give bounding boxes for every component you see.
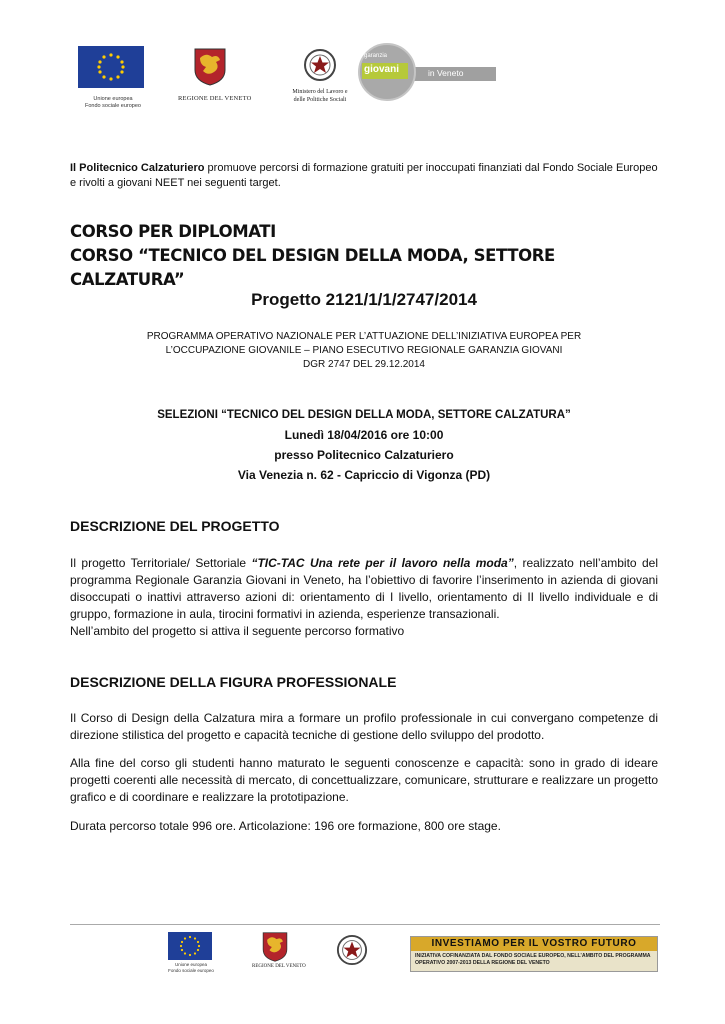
intro-paragraph	[70, 161, 658, 191]
program-line3: DGR 2747 DEL 29.12.2014	[303, 359, 425, 370]
selection-info	[70, 405, 658, 485]
eu-flag-logo	[78, 46, 144, 109]
garanzia-region-text: in Veneto	[428, 68, 464, 78]
figura-paragraph-1: Il Corso di Design della Calzatura mira a formare un profilo professionale in cui convergano competenze di direzione stilistica del progetto e capacità tecniche di gestione dello sviluppo del prodotto.	[70, 711, 658, 742]
banner-title: INVESTIAMO PER IL VOSTRO FUTURO	[431, 938, 637, 949]
course-title	[70, 220, 658, 292]
ministero-caption: Ministero del Lavoro e delle Politiche Sociali	[292, 89, 348, 103]
footer-veneto-caption: REGIONE DEL VENETO	[252, 964, 306, 969]
desc-project-name: “TIC-TAC Una rete per il lavoro nella moda”	[251, 556, 514, 570]
title-line2: CORSO “TECNICO DEL DESIGN DELLA MODA, SETTORE CALZATURA”	[70, 246, 555, 289]
regione-veneto-logo	[178, 48, 258, 102]
ministero-logo	[280, 48, 360, 104]
title-line1: CORSO PER DIPLOMATI	[70, 222, 276, 241]
program-description	[70, 330, 658, 372]
program-line2: L’OCCUPAZIONE GIOVANILE – PIANO ESECUTIVO REGIONALE GARANZIA GIOVANI	[165, 345, 563, 356]
desc-last: Nell’ambito del progetto si attiva il seguente percorso formativo	[70, 624, 405, 638]
figura-duration: Durata percorso totale 996 ore. Articolazione: 196 ore formazione, 800 ore stage.	[70, 819, 501, 833]
eu-caption: Unione europea Fondo sociale europeo	[85, 96, 141, 109]
heading-figura-professionale: DESCRIZIONE DELLA FIGURA PROFESSIONALE	[70, 674, 397, 690]
descrizione-paragraph	[70, 555, 658, 640]
garanzia-line1: garanzia	[364, 53, 388, 59]
investiamo-banner	[410, 936, 658, 972]
garanzia-region-bar	[402, 67, 496, 81]
footer-logos	[160, 930, 660, 976]
intro-org: Il Politecnico Calzaturiero	[70, 162, 205, 174]
garanzia-giovani-logo	[358, 43, 496, 101]
banner-subtitle: INIZIATIVA COFINANZIATA DAL FONDO SOCIALE EUROPEO, NELL’AMBITO DEL PROGRAMMA OPERATIVO 2007-2013 DELLA REGIONE DEL VENETO	[415, 953, 651, 966]
footer-ministero-logo	[336, 932, 368, 968]
footer-veneto-logo	[252, 932, 312, 969]
garanzia-line2: giovani	[364, 64, 400, 75]
footer-eu-caption: Unione europea Fondo sociale europeo	[168, 962, 214, 973]
figura-paragraph-2: Alla fine del corso gli studenti hanno maturato le seguenti conoscenze e capacità: sono in grado di ideare progetti coerenti alle necessità di mercato, di concettualizzare, comunicare, strutturare e realizzare un progetto grafico e di coordinare e realizzare la prototipazione.	[70, 756, 658, 804]
selezioni-date: Lunedì 18/04/2016 ore 10:00	[284, 428, 444, 442]
desc-post: , realizzato nell’ambito del programma Regionale Garanzia Giovani in Veneto, ha l’obiettivo di favorire l’inserimento in azienda di giovani disoccupati o inattivi attraverso azioni di: orientamento di I livello, orientamento di II livello individuale e di gruppo, formazione in aula, tirocini formativi in azienda, esperienze transazionali.	[70, 556, 658, 621]
header-logos	[78, 40, 518, 110]
selezioni-address: Via Venezia n. 62 - Capriccio di Vigonza (PD)	[237, 468, 491, 482]
heading-descrizione-progetto: DESCRIZIONE DEL PROGETTO	[70, 518, 280, 534]
project-number: Progetto 2121/1/1/2747/2014	[251, 290, 477, 309]
footer-divider	[70, 924, 660, 925]
veneto-caption: REGIONE DEL VENETO	[178, 95, 252, 102]
program-line1: PROGRAMMA OPERATIVO NAZIONALE PER L’ATTUAZIONE DELL’INIZIATIVA EUROPEA PER	[146, 331, 582, 342]
footer-eu-flag-logo	[168, 932, 212, 960]
desc-pre: Il progetto Territoriale/ Settoriale	[70, 556, 252, 570]
selezioni-place: presso Politecnico Calzaturiero	[274, 448, 454, 462]
selezioni-line1: SELEZIONI “TECNICO DEL DESIGN DELLA MODA, SETTORE CALZATURA”	[157, 409, 571, 421]
intro-text: promuove percorsi di formazione gratuiti per inoccupati finanziati dal Fondo Sociale Europeo e rivolti a giovani NEET nei seguenti target.	[70, 162, 658, 189]
